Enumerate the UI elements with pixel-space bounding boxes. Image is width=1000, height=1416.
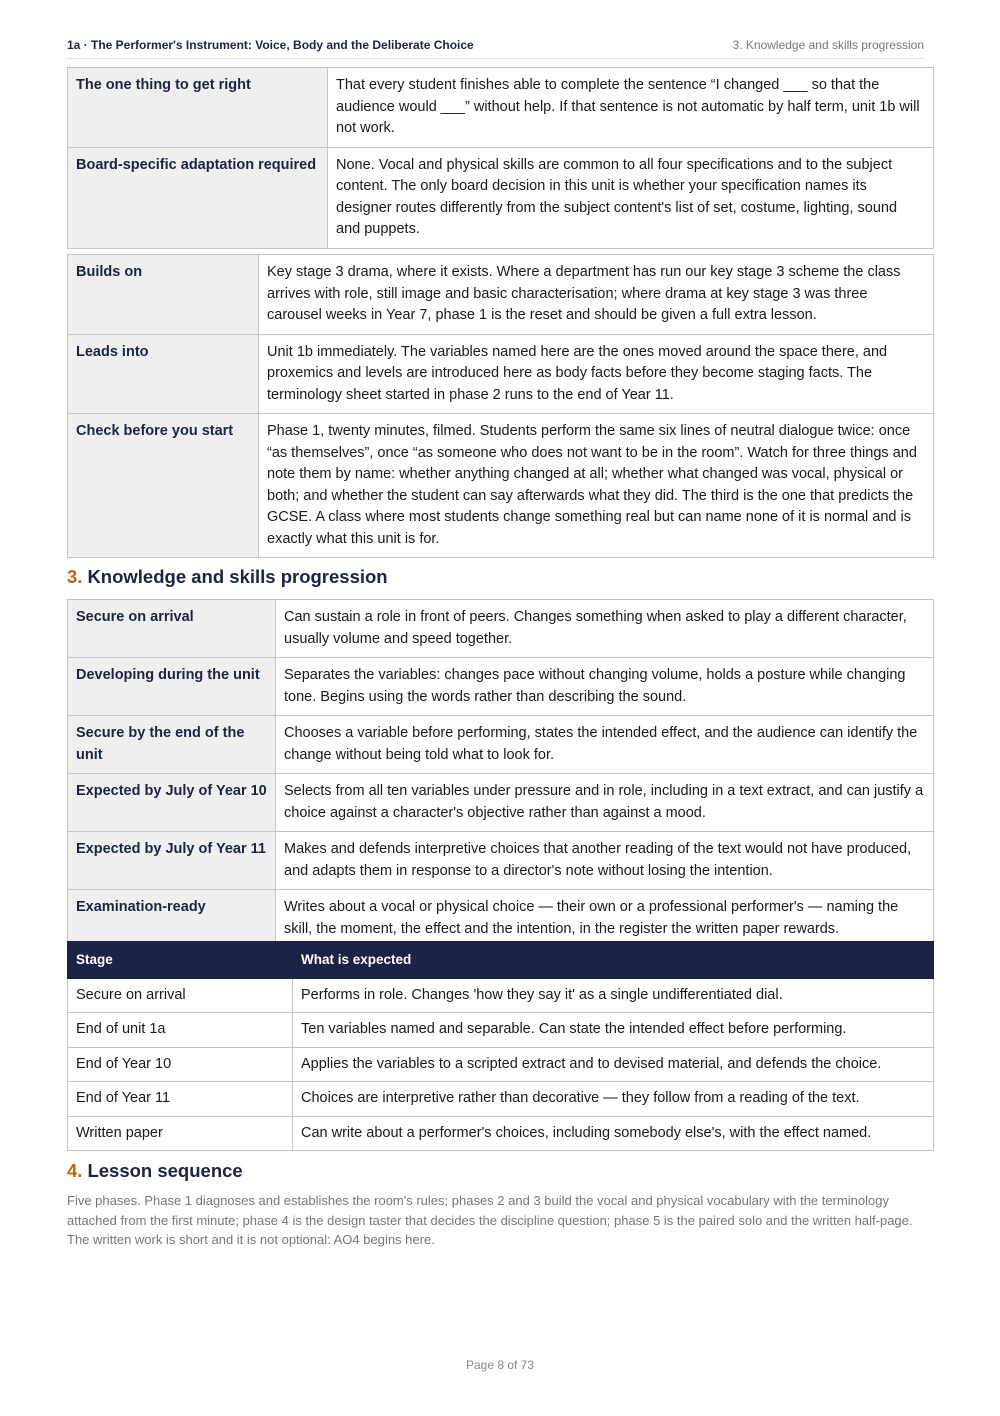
table-row: [68, 890, 934, 948]
row-value: Selects from all ten variables under pressure and in role, including in a text extract, and can justify a choice against a character's objective rather than against a mood.: [276, 774, 934, 832]
summary-table: [67, 67, 934, 249]
table-row: [68, 1082, 934, 1117]
table-row: [68, 600, 934, 658]
expected-cell: Applies the variables to a scripted extract and to devised material, and defends the choice.: [293, 1047, 934, 1082]
row-label: Secure on arrival: [68, 600, 276, 658]
running-header: [67, 38, 924, 59]
table-row: [68, 774, 934, 832]
row-label: Builds on: [68, 255, 259, 335]
row-value: Chooses a variable before performing, states the intended effect, and the audience can identify the change without being told what to look for.: [276, 716, 934, 774]
table-row: [68, 1116, 934, 1151]
section-heading: [67, 1160, 243, 1182]
section-intro: [67, 1191, 934, 1250]
table-row: [68, 716, 934, 774]
row-value: Phase 1, twenty minutes, filmed. Students perform the same six lines of neutral dialogue twice: once “as themselves”, once “as someone who does not want to be in the room”. Watch for three things and note them by name: whether anything changed at all; whether what changed was vocal, physical or both; and whether the student can say afterwards what they did. The third is the one that predicts the GCSE. A class where most students change something real but can name none of it is normal and is exactly what this unit is for.: [259, 414, 934, 558]
section-intro-text: Five phases. Phase 1 diagnoses and establishes the room's rules; phases 2 and 3 build the vocal and physical vocabulary with the terminology attached from the first minute; phase 4 is the design taster that decides the discipline question; phase 5 is the paired solo and the written half-page. The written work is short and it is not optional: AO4 begins here.: [67, 1193, 913, 1247]
table-row: [68, 334, 934, 414]
current-section-label: 3. Knowledge and skills progression: [732, 38, 924, 52]
row-value: None. Vocal and physical skills are common to all four specifications and to the subject content. The only board decision in this unit is whether your specification names its designer routes differently from the subject content's list of set, costume, lighting, sound and puppets.: [328, 147, 934, 248]
row-label: The one thing to get right: [68, 68, 328, 148]
column-header-stage: Stage: [68, 942, 293, 979]
expected-cell: Choices are interpretive rather than decorative — they follow from a reading of the text.: [293, 1082, 934, 1117]
document-title: 1a · The Performer's Instrument: Voice, Body and the Deliberate Choice: [67, 38, 474, 52]
row-label: Leads into: [68, 334, 259, 414]
table-row: [68, 255, 934, 335]
row-value: Key stage 3 drama, where it exists. Where a department has run our key stage 3 scheme the class arrives with role, still image and basic characterisation; where drama at key stage 3 was three carousel weeks in Year 7, phase 1 is the reset and should be given a full extra lesson.: [259, 255, 934, 335]
table-row: [68, 978, 934, 1013]
row-value: Unit 1b immediately. The variables named here are the ones moved around the space there, and proxemics and levels are introduced here as body facts before they become staging facts. The terminology sheet started in phase 2 runs to the end of Year 11.: [259, 334, 934, 414]
table-row: [68, 1047, 934, 1082]
stage-cell: End of unit 1a: [68, 1013, 293, 1048]
table-row: [68, 414, 934, 558]
table-row: [68, 147, 934, 248]
expected-cell: Performs in role. Changes 'how they say it' as a single undifferentiated dial.: [293, 978, 934, 1013]
row-label: Board-specific adaptation required: [68, 147, 328, 248]
table-row: [68, 832, 934, 890]
stage-cell: Secure on arrival: [68, 978, 293, 1013]
table-header-row: [68, 942, 934, 979]
row-value: Separates the variables: changes pace without changing volume, holds a posture while changing tone. Begins using the words rather than describing the sound.: [276, 658, 934, 716]
table-row: [68, 68, 934, 148]
row-label: Secure by the end of the unit: [68, 716, 276, 774]
table-row: [68, 658, 934, 716]
section-heading: [67, 566, 388, 588]
stage-expectations-table: [67, 941, 934, 1151]
column-header-expected: What is expected: [293, 942, 934, 979]
row-label: Developing during the unit: [68, 658, 276, 716]
stage-cell: End of Year 10: [68, 1047, 293, 1082]
stage-cell: End of Year 11: [68, 1082, 293, 1117]
stage-cell: Written paper: [68, 1116, 293, 1151]
row-label: Expected by July of Year 10: [68, 774, 276, 832]
page-number: Page 8 of 73: [465, 1358, 535, 1372]
section-title: Lesson sequence: [87, 1160, 243, 1181]
page-footer: [0, 1358, 1000, 1372]
table-row: [68, 1013, 934, 1048]
section-title: Knowledge and skills progression: [87, 566, 388, 587]
expected-cell: Ten variables named and separable. Can state the intended effect before performing.: [293, 1013, 934, 1048]
row-value: Makes and defends interpretive choices that another reading of the text would not have produced, and adapts them in response to a director's note without losing the intention.: [276, 832, 934, 890]
row-value: Can sustain a role in front of peers. Changes something when asked to play a different character, usually volume and speed together.: [276, 600, 934, 658]
expected-cell: Can write about a performer's choices, including somebody else's, with the effect named.: [293, 1116, 934, 1151]
progression-table: [67, 599, 934, 948]
prerequisites-table: [67, 254, 934, 558]
section-number: 4.: [67, 1160, 83, 1181]
row-label: Expected by July of Year 11: [68, 832, 276, 890]
section-number: 3.: [67, 566, 83, 587]
row-label: Examination-ready: [68, 890, 276, 948]
row-value: Writes about a vocal or physical choice — their own or a professional performer's — naming the skill, the moment, the effect and the intention, in the register the written paper rewards.: [276, 890, 934, 948]
row-value: That every student finishes able to complete the sentence “I changed ___ so that the audience would ___” without help. If that sentence is not automatic by half term, unit 1b will not work.: [328, 68, 934, 148]
row-label: Check before you start: [68, 414, 259, 558]
